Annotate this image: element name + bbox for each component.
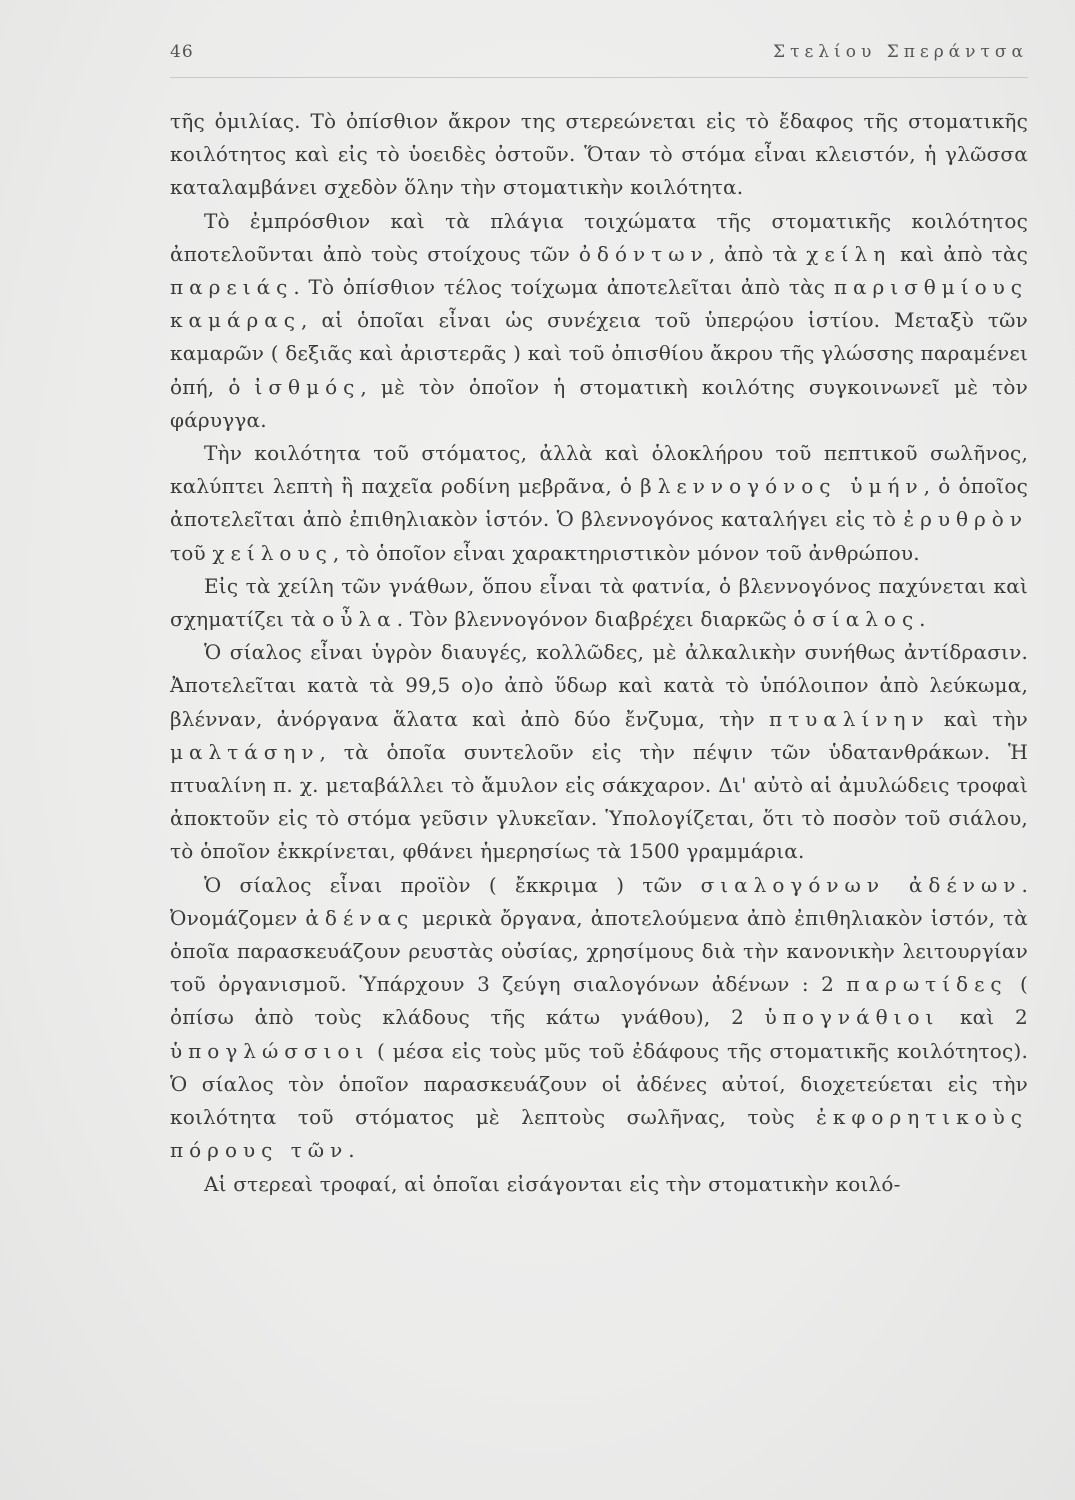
paragraph: [170, 869, 1028, 1168]
text-run: τῆς ὁμιλίας. Τὸ ὀπίσθιον ἄκρον της στερεώνεται εἰς τὸ ἔδαφος τῆς στοματικῆς κοιλότητος καὶ εἰς τὸ ὑοειδὲς ὀστοῦν. Ὅταν τὸ στόμα εἶναι κλειστόν, ἡ γλῶσσα καταλαμβάνει σχεδὸν ὅλην τὴν στοματικὴν κοιλότητα.: [170, 109, 1028, 200]
text-run: , ἀπὸ τὰ: [708, 241, 807, 266]
text-run: . Τὸν βλεννογόνον διαβρέχει διαρκῶς ὁ: [396, 607, 813, 632]
header-rule: [170, 77, 1028, 78]
paragraph: [170, 437, 1028, 570]
spaced-term: ἐρυθρὸν: [903, 507, 1028, 532]
text-run: καὶ τὴν: [929, 706, 1028, 731]
text-run: τοῦ: [170, 540, 213, 565]
text-run: καὶ ἀπὸ τὰς: [891, 241, 1028, 266]
text-run: , αἱ ὁποῖαι εἶναι ὡς συνέχεια τοῦ ὑπερῴου ἱστίου. Μεταξὺ τῶν καμαρῶν ( δεξιᾶς καὶ ἀριστερᾶς ) καὶ τοῦ ὀπισθίου ἄκρου τῆς γλώσσης παραμένει ὀπή, ὁ: [170, 308, 1028, 399]
text-run: Ὁ σίαλος εἶναι ὑγρὸν διαυγές, κολλῶδες, μὲ ἀλκαλικὴν συνήθως ἀντίδρασιν. Ἀποτελεῖται κατὰ τὰ 99,5 ο)ο ἀπὸ ὕδωρ καὶ κατὰ τὸ ὑπόλοιπον ἀπὸ λεύκωμα, βλένναν, ἀνόργανα ἅλατα καὶ ἀπὸ δύο ἔνζυμα, τὴν: [170, 640, 1028, 731]
paragraph: [170, 636, 1028, 868]
spaced-term: ἀδένας: [305, 905, 415, 930]
text-run: . Τὸ ὀπίσθιον τέλος τοίχωμα ἀποτελεῖται ἀπὸ τὰς: [293, 275, 834, 300]
spaced-term: ἐκφορητικοὺς πόρους τῶν: [170, 1105, 1028, 1163]
text-run: μερικὰ ὄργανα, ἀποτελούμενα ἀπὸ ἐπιθηλιακὸν ἱστόν, τὰ ὁποῖα παρασκευάζουν ρευστὰς οὐσίας, χρησίμους διὰ τὴν κανονικὴν λειτουργίαν τοῦ ὀργανισμοῦ. Ὑπάρχουν 3 ζεύγη σιαλογόνων ἀδένων : 2: [170, 905, 1028, 997]
paragraph: [170, 105, 1028, 205]
spaced-term: ὀδόντων: [578, 241, 709, 266]
spaced-term: χείλη: [806, 241, 892, 266]
text-run: Τὸ ἐμπρόσθιον καὶ τὰ πλάγια τοιχώματα τῆς στοματικῆς κοιλότητος ἀποτελοῦνται ἀπὸ τοὺς στοίχους τῶν: [170, 208, 1028, 266]
spaced-term: μαλτάσην: [170, 739, 320, 764]
spaced-term: σιαλογόνων ἀδένων: [700, 872, 1022, 897]
spaced-term: οὖλα: [322, 607, 397, 632]
spaced-term: παρισθμίους καμάρας: [170, 275, 1028, 333]
spaced-term: παρειάς: [170, 275, 294, 300]
text-run: ( ὀπίσω ἀπὸ τοὺς κλάδους τῆς κάτω γνάθου), 2: [170, 972, 1029, 1030]
text-run: Τὴν κοιλότητα τοῦ στόματος, ἀλλὰ καὶ ὁλοκλήρου τοῦ πεπτικοῦ σωλῆνος, καλύπτει λεπτὴ ἢ παχεῖα ροδίνη μεβρᾶνα, ὁ: [170, 441, 1028, 499]
text-run: . Ὀνομάζομεν: [170, 872, 1028, 930]
text-run: .: [348, 1138, 355, 1163]
page-number: 46: [170, 42, 194, 62]
spaced-term: παρωτίδες: [846, 972, 1008, 997]
text-run: , τὸ ὁποῖον εἶναι χαρακτηριστικὸν μόνον τοῦ ἀνθρώπου.: [332, 540, 920, 565]
spaced-term: ὑπογλώσσιοι: [170, 1038, 370, 1063]
spaced-term: σίαλος: [812, 607, 920, 632]
spaced-term: βλεννογόνος ὑμήν: [640, 474, 924, 499]
body-text: [170, 105, 1028, 1201]
spaced-term: ὑπογνάθιοι: [764, 1005, 940, 1030]
page-header: [170, 38, 1028, 74]
text-run: Εἰς τὰ χείλη τῶν γνάθων, ὅπου εἶναι τὰ φατνία, ὁ βλεννογόνος παχύνεται καὶ σχηματίζει τὰ: [170, 573, 1028, 632]
running-title: Στελίου Σπεράντσα: [773, 42, 1028, 62]
paragraph: [170, 1168, 1028, 1201]
paragraph: [170, 570, 1028, 636]
text-run: , ὁ ὁποῖος ἀποτελεῖται ἀπὸ ἐπιθηλιακὸν ἱστόν. Ὁ βλεννογόνος καταλήγει εἰς τὸ: [170, 474, 1028, 532]
paragraph: [170, 205, 1028, 437]
text-run: Αἱ στερεαὶ τροφαί, αἱ ὁποῖαι εἰσάγονται εἰς τὴν στοματικὴν κοιλό-: [204, 1171, 901, 1196]
text-run: Ὁ σίαλος εἶναι προϊὸν ( ἔκκριμα ) τῶν: [204, 872, 701, 897]
spaced-term: πτυαλίνην: [768, 706, 930, 731]
text-run: .: [919, 607, 926, 632]
text-run: ( μέσα εἰς τοὺς μῦς τοῦ ἐδάφους τῆς στοματικῆς κοιλότητος). Ὁ σίαλος τὸν ὁποῖον παρασκευάζουν οἱ ἀδένες αὐτοί, διοχετεύεται εἰς τὴν κοιλότητα τοῦ στόματος μὲ λεπτοὺς σωλῆνας, τοὺς: [170, 1038, 1028, 1130]
spaced-term: ἰσθμός: [254, 374, 361, 399]
text-run: , μὲ τὸν ὁποῖον ἡ στοματικὴ κοιλότης συγκοινωνεῖ μὲ τὸν φάρυγγα.: [170, 374, 1028, 432]
text-run: καὶ 2: [939, 1005, 1028, 1030]
spaced-term: χείλους: [212, 540, 333, 565]
text-run: , τὰ ὁποῖα συντελοῦν εἰς τὴν πέψιν τῶν ὑδατανθράκων. Ἡ πτυαλίνη π. χ. μεταβάλλει τὸ ἄμυλον εἰς σάκχαρον. Δι' αὐτὸ αἱ ἀμυλώδεις τροφαὶ ἀποκτοῦν εἰς τὸ στόμα γεῦσιν γλυκεῖαν. Ὑπολογίζεται, ὅτι τὸ ποσὸν τοῦ σιάλου, τὸ ὁποῖον ἐκκρίνεται, φθάνει ἡμερησίως τὰ 1500 γραμμάρια.: [170, 739, 1028, 864]
